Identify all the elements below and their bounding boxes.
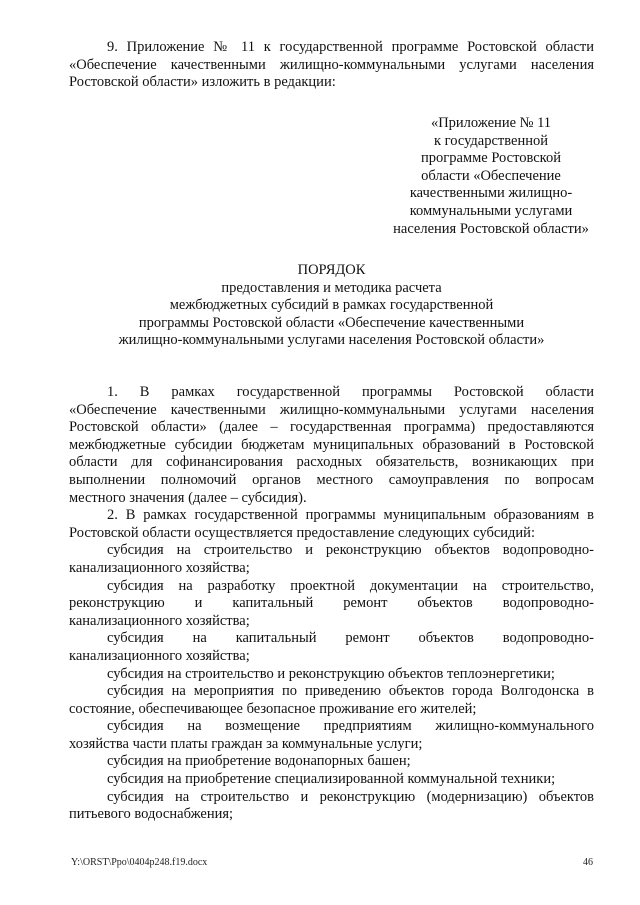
clause-line: «Обеспечение качественными жилищно-коммунальными услугами населения	[69, 401, 594, 418]
subsidy-line: состояние, обеспечивающее безопасное проживание его жителей;	[69, 700, 477, 717]
clause-1	[69, 384, 594, 507]
subsidy-item	[69, 542, 594, 577]
subsidy-item	[69, 630, 594, 665]
appendix-line: коммунальными услугами	[409, 202, 573, 219]
clause-line: 1. В рамках государственной программы Ростовской области	[107, 384, 594, 400]
intro-line: «Обеспечение качественными жилищно-коммунальными услугами населения	[69, 56, 594, 73]
appendix-header	[391, 115, 591, 238]
subsidy-line: субсидия на разработку проектной документации на строительство,	[107, 577, 594, 594]
appendix-line: «Приложение № 11	[430, 115, 552, 131]
subsidy-line: канализационного хозяйства;	[69, 647, 250, 664]
subsidy-line: субсидия на строительство и реконструкцию (модернизацию) объектов	[107, 788, 594, 805]
main-body	[69, 384, 594, 824]
clause-line: выполнении полномочий органов местного самоуправления по вопросам	[69, 471, 594, 488]
subsidy-line: субсидия на мероприятия по приведению объектов города Волгодонска в	[107, 683, 594, 700]
clause-line: 2. В рамках государственной программы муниципальным образованиям в	[107, 507, 594, 524]
subsidy-line: субсидия на строительство и реконструкцию объектов теплоэнергетики;	[107, 665, 555, 682]
document-title	[69, 262, 594, 350]
title-line: жилищно-коммунальными услугами населения Ростовской области»	[118, 332, 545, 349]
subsidy-list	[69, 542, 594, 824]
clause-line: Ростовской области» (далее – государственная программа) предоставляются	[69, 419, 594, 436]
intro-line: Ростовской области» изложить в редакции:	[69, 74, 336, 91]
subsidy-item	[69, 666, 594, 684]
page-number: 46	[583, 857, 593, 868]
subsidy-line: субсидия на приобретение специализированной коммунальной техники;	[107, 771, 556, 788]
subsidy-item	[69, 578, 594, 631]
title-line: предоставления и методика расчета	[221, 279, 442, 296]
subsidy-item	[69, 683, 594, 718]
appendix-line: области «Обеспечение	[421, 167, 561, 184]
subsidy-item	[69, 789, 594, 824]
clause-line: области для софинансирования расходных обязательств, возникающих при	[69, 454, 594, 471]
title-line: межбюджетных субсидий в рамках государственной	[169, 297, 494, 314]
intro-line: 9. Приложение № 11 к государственной программе Ростовской области	[107, 39, 594, 55]
subsidy-line: питьевого водоснабжения;	[69, 806, 234, 823]
subsidy-line: субсидия на капитальный ремонт объектов водопроводно-	[107, 630, 594, 647]
subsidy-line: хозяйства части платы граждан за коммунальные услуги;	[69, 735, 423, 752]
title-heading: ПОРЯДОК	[297, 262, 366, 278]
clause-line: межбюджетные субсидии бюджетам муниципальных образований в Ростовской	[69, 436, 594, 453]
intro-paragraph	[69, 39, 594, 92]
appendix-line: населения Ростовской области»	[393, 220, 589, 237]
subsidy-line: субсидия на приобретение водонапорных башен;	[107, 753, 411, 770]
footer-file-path: Y:\ORST\Ppo\0404p248.f19.docx	[71, 857, 208, 868]
clause-2	[69, 507, 594, 542]
subsidy-line: субсидия на строительство и реконструкцию объектов водопроводно-	[107, 542, 594, 559]
clause-line: местного значения (далее – субсидия).	[69, 489, 307, 506]
subsidy-item	[69, 718, 594, 753]
appendix-line: программе Ростовской	[421, 150, 561, 167]
appendix-line: качественными жилищно-	[409, 185, 573, 202]
subsidy-item	[69, 771, 594, 789]
subsidy-item	[69, 753, 594, 771]
clause-line: Ростовской области осуществляется предоставление следующих субсидий:	[69, 524, 535, 541]
appendix-line: к государственной	[433, 132, 548, 149]
subsidy-line: канализационного хозяйства;	[69, 559, 250, 576]
subsidy-line: реконструкцию и капитальный ремонт объектов водопроводно-	[69, 595, 594, 612]
subsidy-line: канализационного хозяйства;	[69, 612, 250, 629]
subsidy-line: субсидия на возмещение предприятиям жилищно-коммунального	[107, 718, 594, 735]
title-line: программы Ростовской области «Обеспечение качественными	[138, 314, 525, 331]
